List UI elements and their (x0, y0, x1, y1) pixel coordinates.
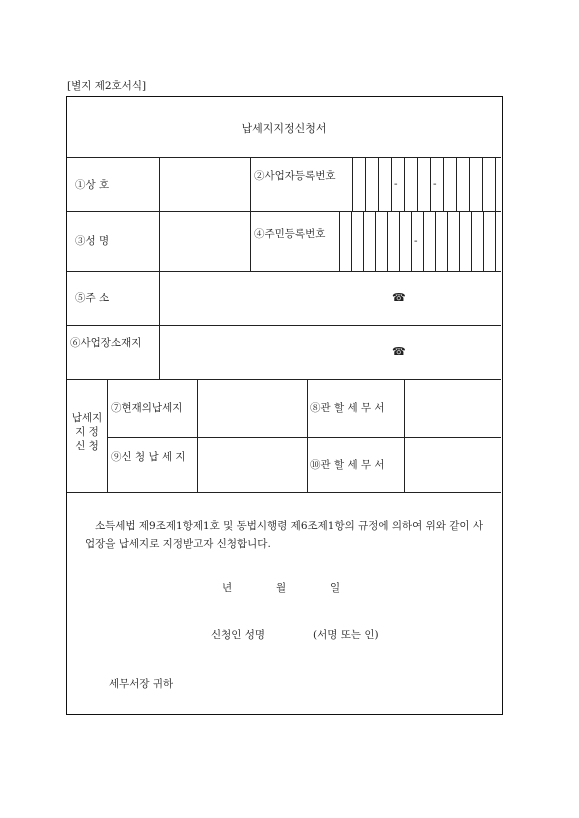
jurisdiction-office-label: ⑩관 할 세 무 서 (310, 459, 385, 471)
id-box-line (483, 211, 484, 271)
addressee-label: 세무서장 귀하 (109, 678, 174, 690)
rule-line (307, 379, 308, 492)
tax-place-designation-label: 납세지 지 정 신 청 (71, 412, 103, 452)
id-separator: - (433, 178, 437, 190)
form-number-label: [별지 제2호서식] (67, 80, 147, 92)
rule-line (67, 379, 501, 380)
signature-note: (서명 또는 인) (313, 629, 379, 641)
id-box-line (378, 157, 379, 211)
date-year-label: 년 (222, 582, 233, 594)
id-box-line (456, 157, 457, 211)
id-separator: - (414, 235, 418, 247)
id-box-line (339, 211, 340, 271)
id-box-line (482, 157, 483, 211)
resident-reg-number-label: ④주민등록번호 (254, 228, 326, 240)
rule-line (107, 379, 108, 492)
form-title: 납세지지정신청서 (241, 122, 327, 135)
rule-line (67, 325, 501, 326)
id-box-line (404, 157, 405, 211)
id-box-line (391, 157, 392, 211)
id-box-line (417, 157, 418, 211)
requested-tax-place-label: ⑨신 청 납 세 지 (111, 451, 186, 463)
rule-line (159, 271, 160, 379)
rule-line (197, 379, 198, 492)
application-form (66, 96, 503, 715)
rule-line (67, 271, 501, 272)
rule-line (250, 157, 251, 271)
business-reg-number-label: ②사업자등록번호 (254, 170, 336, 182)
id-box-line (365, 157, 366, 211)
id-box-line (430, 157, 431, 211)
id-box-line (423, 211, 424, 271)
id-box-line (352, 157, 353, 211)
date-month-label: 월 (276, 582, 287, 594)
id-box-line (459, 211, 460, 271)
id-box-line (387, 211, 388, 271)
date-day-label: 일 (330, 582, 341, 594)
id-box-line (363, 211, 364, 271)
id-box-line (495, 157, 496, 211)
id-box-line (447, 211, 448, 271)
rule-line (404, 379, 405, 492)
rule-line (67, 492, 501, 493)
id-box-line (351, 211, 352, 271)
phone-icon: ☎ (392, 291, 406, 304)
jurisdiction-office-label: ⑧관 할 세 무 서 (310, 402, 385, 414)
business-location-label: ⑥사업장소재지 (70, 337, 142, 349)
id-box-line (435, 211, 436, 271)
name-label: ③성 명 (75, 235, 110, 247)
id-box-line (443, 157, 444, 211)
id-box-line (399, 211, 400, 271)
id-separator: - (394, 178, 398, 190)
id-box-line (495, 211, 496, 271)
id-box-line (471, 211, 472, 271)
rule-line (107, 437, 501, 438)
current-tax-place-label: ⑦현재의납세지 (111, 402, 183, 414)
address-label: ⑤주 소 (75, 292, 110, 304)
applicant-name-label: 신청인 성명 (211, 629, 266, 641)
id-box-line (411, 211, 412, 271)
trade-name-label: ①상 호 (75, 179, 110, 191)
rule-line (67, 157, 501, 158)
phone-icon: ☎ (392, 345, 406, 358)
id-box-line (375, 211, 376, 271)
rule-line (159, 157, 160, 271)
declaration-text: 소득세법 제9조제1항제1호 및 동법시행령 제6조제1항의 규정에 의하여 위와 같이 사업장을 납세지로 지정받고자 신청합니다. (85, 520, 484, 550)
id-box-line (469, 157, 470, 211)
